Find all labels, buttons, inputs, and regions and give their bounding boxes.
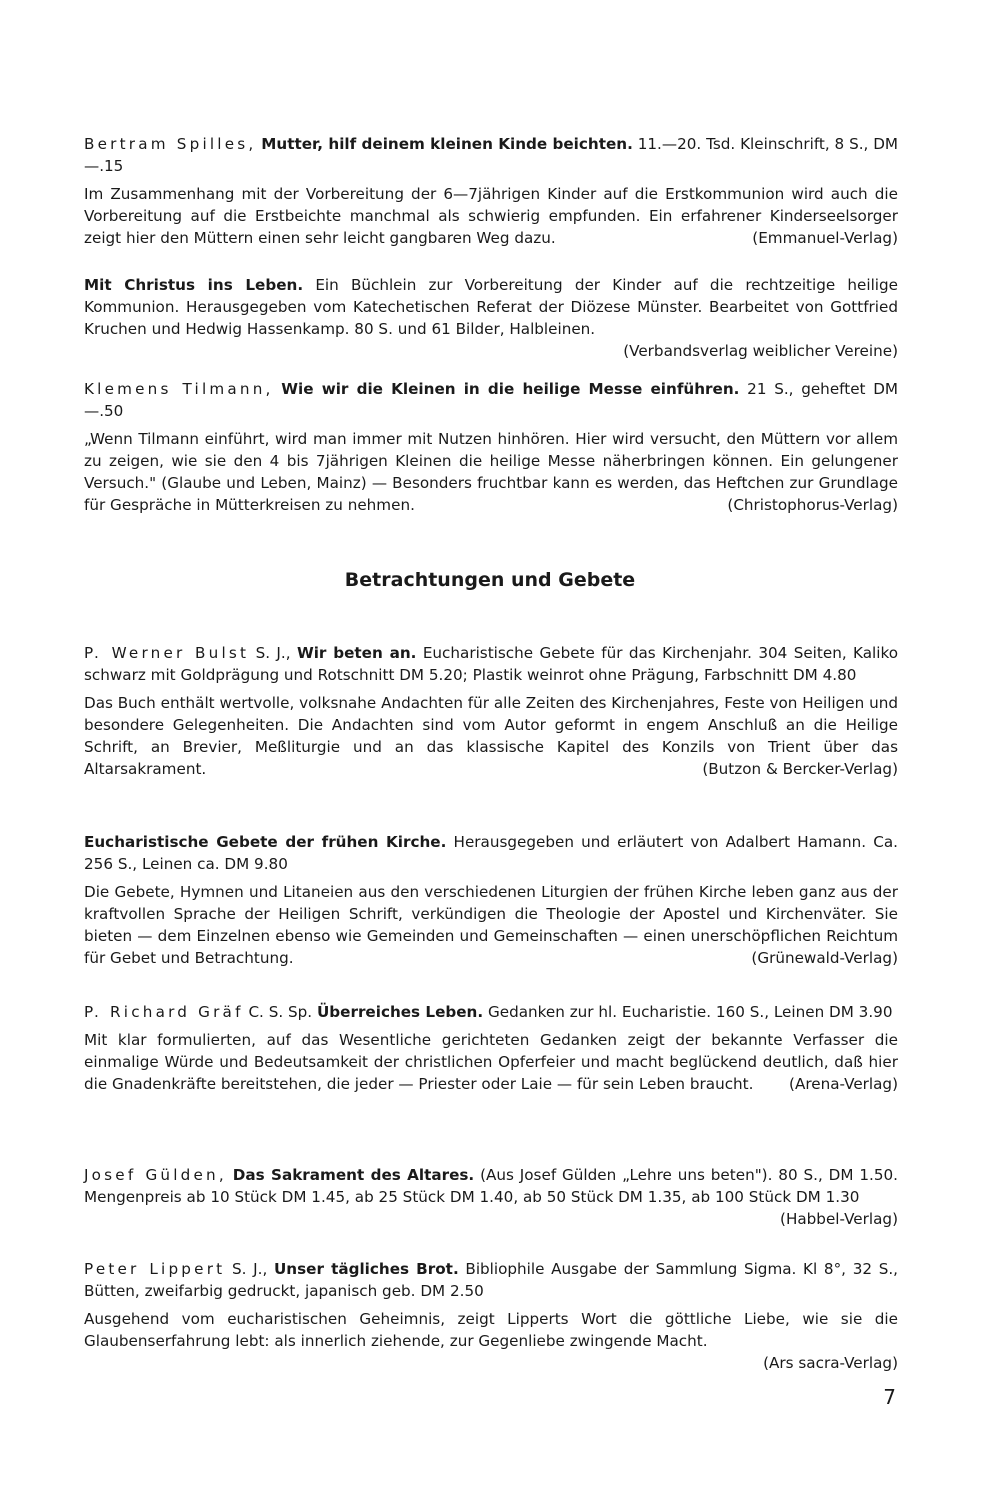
entry-publisher: (Verbandsverlag weiblicher Vereine) <box>623 342 898 360</box>
entry-author: P. Richard Gräf <box>84 1003 244 1021</box>
entry-description-text: Ausgehend vom eucharistischen Geheimnis, zeigt Lipperts Wort die göttliche Liebe, wie sie die Glaubenserfahrung lebt: als innerlich ziehende, zur Gegenliebe zwingende Macht. <box>84 1310 898 1350</box>
entry-author: Klemens Tilmann, <box>84 380 274 398</box>
entry-citation <box>84 1258 898 1302</box>
entry-author: Josef Gülden, <box>84 1166 227 1184</box>
entry-title: Eucharistische Gebete der frühen Kirche. <box>84 833 447 851</box>
entry-title: Wie wir die Kleinen in die heilige Messe einführen. <box>281 380 740 398</box>
book-entry-mit-christus <box>84 274 898 362</box>
entry-bibliographic-details: 11.—20. Tsd. Kleinschrift, 8 S., DM —.15 <box>84 135 899 175</box>
book-entry-lippert <box>84 1258 898 1374</box>
entry-publisher: (Habbel-Verlag) <box>780 1210 898 1228</box>
entry-description-text: Mit klar formulierten, auf das Wesentliche gerichteten Gedanken zeigt der bekannte Verfasser die einmalige Würde und Bedeutsamkeit der christlichen Opferfeier und macht beglückend deutlich, daß hier die Gnadenkräfte bereitstehen, die jeder — Priester oder Laie — für sein Leben braucht. <box>84 1031 898 1093</box>
entry-publisher: (Grünewald-Verlag) <box>751 949 898 967</box>
entry-citation <box>84 1001 898 1023</box>
entry-title: Mit Christus ins Leben. <box>84 276 304 294</box>
entry-bibliographic-details: Gedanken zur hl. Eucharistie. 160 S., Leinen DM 3.90 <box>487 1003 893 1021</box>
entry-bibliographic-details: Ein Büchlein zur Vorbereitung der Kinder auf die rechtzeitige heilige Kommunion. Herausgegeben vom Katechetischen Referat der Diözese Münster. Bearbeitet von Gottfried Kruchen und Hedwig Hassenkamp. 80 S. und 61 Bilder, Halbleinen. <box>84 276 898 338</box>
entry-bibliographic-details: (Aus Josef Gülden „Lehre uns beten"). 80 S., DM 1.50. Mengenpreis ab 10 Stück DM 1.45, ab 25 Stück DM 1.40, ab 50 Stück DM 1.35, ab 100 Stück DM 1.30 <box>84 1166 898 1206</box>
book-entry-spilles <box>84 133 898 249</box>
entry-author-suffix: S. J., <box>231 1260 268 1278</box>
entry-author-suffix: C. S. Sp. <box>248 1003 313 1021</box>
entry-author: Peter Lippert <box>84 1260 226 1278</box>
entry-title: Wir beten an. <box>296 644 417 662</box>
section-heading: Betrachtungen und Gebete <box>344 569 636 591</box>
entry-description <box>84 428 898 516</box>
entry-description <box>84 692 898 780</box>
book-entry-bulst <box>84 642 898 780</box>
entry-publisher: (Ars sacra-Verlag) <box>763 1354 898 1372</box>
entry-citation <box>84 133 898 177</box>
entry-author: P. Werner Bulst <box>84 644 250 662</box>
entry-bibliographic-details: Herausgegeben und erläutert von Adalbert Hamann. Ca. 256 S., Leinen ca. DM 9.80 <box>84 833 898 873</box>
entry-title: Überreiches Leben. <box>316 1003 484 1021</box>
entry-description-text: Das Buch enthält wertvolle, volksnahe Andachten für alle Zeiten des Kirchenjahres, Feste von Heiligen und besondere Gelegenheiten. Die Andachten sind vom Autor geformt in engem Anschluß an die Heilige Schrift, an Brevier, Meßliturgie und an das klassische Kapitel des Konzils von Trient über das Altarsakrament. <box>84 694 898 778</box>
entry-citation <box>84 378 898 422</box>
entry-description <box>84 1029 898 1095</box>
entry-citation <box>84 831 898 875</box>
entry-publisher: (Arena-Verlag) <box>789 1075 898 1093</box>
entry-author: Bertram Spilles, <box>84 135 257 153</box>
entry-bibliographic-details: Bibliophile Ausgabe der Sammlung Sigma. Kl 8°, 32 S., Bütten, zweifarbig gedruckt, japanisch geb. DM 2.50 <box>84 1260 899 1300</box>
book-entry-graef <box>84 1001 898 1095</box>
entry-title: Unser tägliches Brot. <box>273 1260 459 1278</box>
entry-title: Das Sakrament des Altares. <box>232 1166 475 1184</box>
entry-publisher: (Butzon & Bercker-Verlag) <box>702 760 898 778</box>
entry-publisher: (Christophorus-Verlag) <box>727 496 898 514</box>
entry-publisher: (Emmanuel-Verlag) <box>752 229 898 247</box>
entry-citation <box>84 1164 898 1228</box>
book-entry-eucharistische-gebete <box>84 831 898 969</box>
entry-citation <box>84 274 898 340</box>
entry-bibliographic-details: Eucharistische Gebete für das Kirchenjahr. 304 Seiten, Kaliko schwarz mit Goldprägung und Rotschnitt DM 5.20; Plastik weinrot ohne Prägung, Farbschnitt DM 4.80 <box>84 644 899 684</box>
entry-description-text: Im Zusammenhang mit der Vorbereitung der 6—7jährigen Kinder auf die Erstkommunion wird auch die Vorbereitung auf die Erstbeichte manchmal als schwierig empfunden. Ein erfahrener Kinderseelsorger zeigt hier den Müttern einen sehr leicht gangbaren Weg dazu. <box>84 185 898 247</box>
book-entry-tilmann <box>84 378 898 516</box>
book-entry-guelden <box>84 1164 898 1230</box>
entry-description <box>84 881 898 969</box>
entry-bibliographic-details: 21 S., geheftet DM —.50 <box>84 380 899 420</box>
page-number: 7 <box>883 1385 896 1409</box>
entry-description <box>84 183 898 249</box>
entry-title: Mutter, hilf deinem kleinen Kinde beichten. <box>261 135 633 153</box>
entry-description-text: „Wenn Tilmann einführt, wird man immer mit Nutzen hinhören. Hier wird versucht, den Müttern vor allem zu zeigen, wie sie den 4 bis 7jährigen Kleinen die heilige Messe näherbringen können. Ein gelungener Versuch." (Glaube und Leben, Mainz) — Besonders fruchtbar kann es werden, das Heftchen zur Grundlage für Gespräche in Mütterkreisen zu nehmen. <box>84 430 898 514</box>
entry-description <box>84 1308 898 1352</box>
entry-description-text: Die Gebete, Hymnen und Litaneien aus den verschiedenen Liturgien der frühen Kirche leben ganz aus der kraftvollen Sprache der Heiligen Schrift, verkündigen die Theologie der Apostel und Kirchenväter. Sie bieten — dem Einzelnen ebenso wie Gemeinden und Gemeinschaften — einen unerschöpflichen Reichtum für Gebet und Betrachtung. <box>84 883 898 967</box>
entry-citation <box>84 642 898 686</box>
entry-author-suffix: S. J., <box>255 644 291 662</box>
